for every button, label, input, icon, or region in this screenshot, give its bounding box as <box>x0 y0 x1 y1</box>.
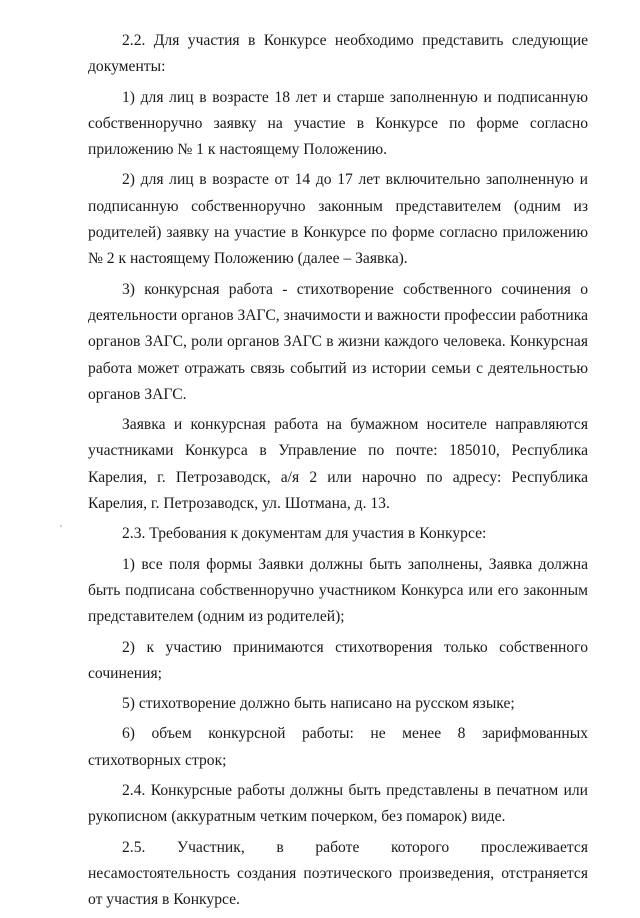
scan-speck <box>60 525 62 527</box>
paragraph-2-3-item-5: 5) стихотворение должно быть написано на русском языке; <box>122 695 515 713</box>
paragraph-2-3: 2.3. Требования к документам для участия в Конкурсе: <box>122 525 487 543</box>
paragraph-2-3-item-6: 6) объем конкурсной работы: не менее 8 зарифмованных стихотворных строк; <box>88 725 588 769</box>
paragraph-submission-address: Заявка и конкурсная работа на бумажном носителе направляются участниками Конкурса в Управление по почте: 185010, Республика Карелия, г. Петрозаводск, а/я 2 или нарочно по адресу: Республика Карелия, г. Петрозаводск, ул. Шотмана, д. 13. <box>88 416 588 513</box>
paragraph-2-2-item-3: 3) конкурсная работа - стихотворение собственного сочинения о деятельности органов ЗАГС, значимости и важности профессии работника органов ЗАГС, роли органов ЗАГС в жизни каждого человека. Конкурсная работа может отражать связь событий из истории семьи с деятельностью органов ЗАГС. <box>88 280 588 403</box>
paragraph-2-3-item-1: 1) все поля формы Заявки должны быть заполнены, Заявка должна быть подписана собственноручно участником Конкурса или его законным представителем (одним из родителей); <box>88 555 588 626</box>
paragraph-2-2: 2.2. Для участия в Конкурсе необходимо представить следующие документы: <box>88 32 588 76</box>
document-body <box>88 28 588 918</box>
paragraph-2-5: 2.5. Участник, в работе которого прослеживается несамостоятельность создания поэтического произведения, отстраняется от участия в Конкурсе. <box>88 838 588 909</box>
paragraph-2-2-item-2: 2) для лиц в возрасте от 14 до 17 лет включительно заполненную и подписанную собственноручно законным представителем (одним из родителей) заявку на участие в Конкурсе по форме согласно приложению № 2 к настоящему Положению (далее – Заявка). <box>88 171 588 268</box>
paragraph-2-2-item-1: 1) для лиц в возрасте 18 лет и старше заполненную и подписанную собственноручно заявку на участие в Конкурсе по форме согласно приложению № 1 к настоящему Положению. <box>88 88 588 159</box>
paragraph-2-4: 2.4. Конкурсные работы должны быть представлены в печатном или рукописном (аккуратным четким почерком, без помарок) виде. <box>88 782 588 826</box>
paragraph-2-3-item-2: 2) к участию принимаются стихотворения только собственного сочинения; <box>88 638 588 682</box>
